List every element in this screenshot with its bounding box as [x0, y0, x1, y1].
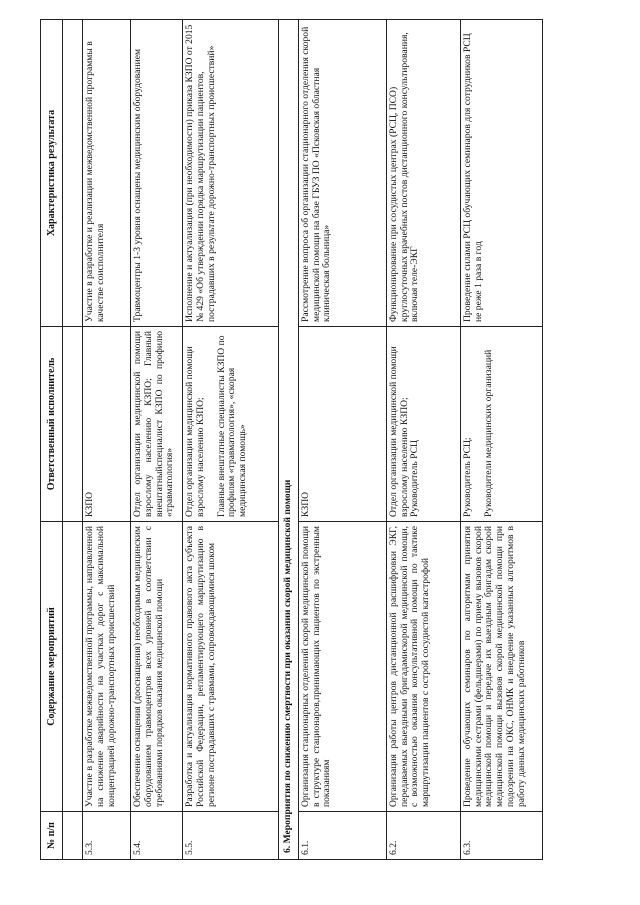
row-number: 6.3. — [460, 812, 542, 860]
table-row — [386, 20, 460, 860]
row-result: Рассмотрение вопроса об организации стационарного отделения скорой медицинской помощи на базе ГБУЗ ПО «Псковская областная клиническая больница» — [298, 20, 386, 327]
row-content: Организация работы центров дистанционной расшифровки ЭКГ, передаваемых выездными бригадамискорой медицинской помощи, с возможностью оказания консультативной помощи по тактике маршрутизации пациентов с острой сосудистой катастрофой — [386, 522, 460, 812]
row-content: Организация стационарных отделений скорой медицинской помощи в структуре стационаров,принимающих пациентов по экстренным показаниям — [298, 522, 386, 812]
row-executor — [386, 327, 460, 522]
header-content: Содержание мероприятий — [41, 522, 63, 812]
row-executor: КЗПО — [298, 327, 386, 522]
row-executor-secondary: Руководители медицинских организаций — [482, 349, 494, 517]
row-content: Обеспечение оснащения (дооснащения) необходимым медицинским оборудованием травмоцентров всех уровней в соответствии с требованиями порядков оказания медицинской помощи — [131, 522, 183, 812]
row-number: 6.1. — [298, 812, 386, 860]
table-row — [298, 20, 386, 860]
header-executor: Ответственный исполнитель — [41, 327, 63, 522]
row-number: 6.2. — [386, 812, 460, 860]
empty-cell — [63, 327, 83, 522]
header-result: Характеристика результата — [41, 20, 63, 327]
empty-cell — [63, 812, 83, 860]
row-executor: КЗПО — [83, 327, 131, 522]
row-number: 5.3. — [83, 812, 131, 860]
table-row — [183, 20, 279, 860]
empty-cell — [63, 20, 83, 327]
row-content: Участие в разработке межведомственной программы, направленной на снижение аварийности на участках дорог с максимальной концентрацией дорожно-транспортных происшествий — [83, 522, 131, 812]
row-content: Проведение обучающих семинаров по алгоритмам принятия медицинскими сестрами (фельдшерами) по приему вызовов скорой медицинской помощи и передаче их выездным бригадам скорой медицинской помощи вызовов скорой медицинской помощи при подозрении на ОКС, ОНМК и внедрение указанных алгоритмов в работу данных медицинских работников — [460, 522, 542, 812]
table-header-row — [41, 20, 63, 860]
row-executor — [183, 327, 279, 522]
row-result: Исполнение и актуализация (при необходимости) приказа КЗПО от 2015 № 429 «Об утверждении порядка маршрутизации пациентов, пострадавших в результате дорожно-транспортных происшествий» — [183, 20, 279, 327]
row-executor-secondary: Руководитель РСЦ — [409, 440, 421, 517]
row-executor-primary: Отдел организации медицинской помощи взрослому населению КЗПО; — [184, 346, 206, 517]
table-row — [131, 20, 183, 860]
header-number: № п/п — [41, 812, 63, 860]
table-row — [83, 20, 131, 860]
row-executor-secondary: Главные внештатные специалисты КЗПО по профилям «травматология», «скорая медицинская помощь» — [215, 335, 249, 517]
empty-cell — [63, 522, 83, 812]
row-content: Разработка и актуализация нормативного правового акта субъекта Российской Федерации, регламентирующего маршрутизацию в регионе пострадавших с травмами, сопровождающимися шоком — [183, 522, 279, 812]
table-row — [460, 20, 542, 860]
measures-table — [40, 19, 543, 860]
row-result: Проведение силами РСЦ обучающих семинаров для сотрудников РСЦ не реже 1 раза в год — [460, 20, 542, 327]
row-result: Функционирование при сосудистых центрах (РСЦ, ПСО) круглосуточных врачебных постов дистанционного консультирования, включая теле-ЭКГ — [386, 20, 460, 327]
row-result: Травмоцентры 1-3 уровня оснащены медицинским оборудованием — [131, 20, 183, 327]
row-executor — [460, 327, 542, 522]
row-result: Участие в разработке и реализации межведомственной программы в качестве соисполнителя — [83, 20, 131, 327]
row-number: 5.5. — [183, 812, 279, 860]
row-number: 5.4. — [131, 812, 183, 860]
table-row — [63, 20, 83, 860]
row-executor: Отдел организации медицинской помощи взрослому населению КЗПО; Главный внештатныйспециалист КЗПО по профилю «травматология» — [131, 327, 183, 522]
section-title: 6. Мероприятия по снижению смертности при оказании скорой медицинской помощи — [279, 20, 299, 860]
section-row — [279, 20, 299, 860]
rotated-table-sheet — [40, 20, 600, 860]
row-executor-primary: Руководитель РСЦ; — [461, 437, 473, 517]
row-executor-primary: Отдел организации медицинской помощи взрослому населению КЗПО; — [387, 346, 410, 517]
